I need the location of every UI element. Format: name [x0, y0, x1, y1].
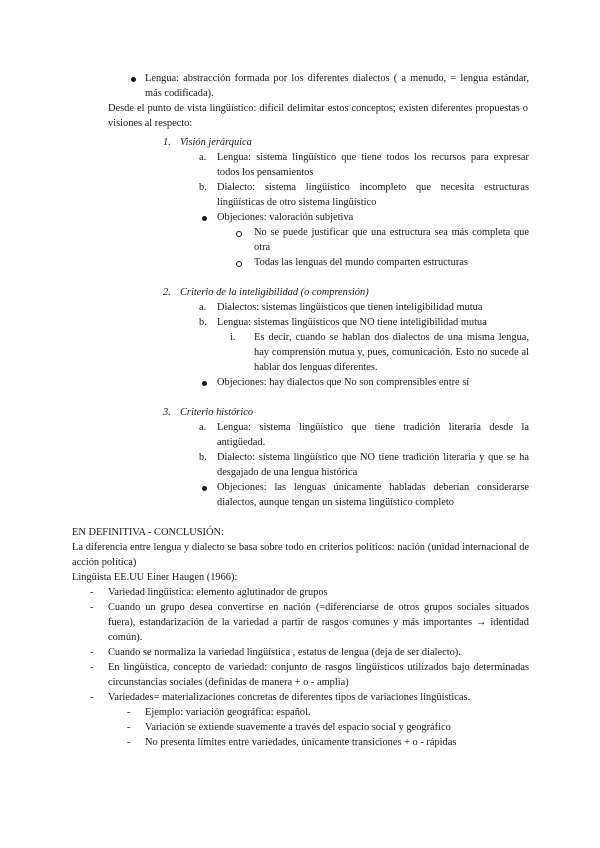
section-1-sub1: No se puede justificar que una estructura sea más completa que otra — [254, 227, 529, 253]
dash-marker: - — [127, 707, 131, 718]
section-1-a-marker: a. — [199, 152, 207, 163]
dash-item-4: En lingüística, concepto de variedad: conjunto de rasgos lingüísticos utilizados bajo determinadas circunstancias sociales (definidas de manera + o - amplia) — [108, 662, 529, 688]
bullet-circle — [236, 261, 242, 267]
section-3-b-marker: b. — [199, 452, 207, 463]
section-2-b: Lengua: sistemas lingüísticos que NO tiene inteligibilidad mutua — [217, 317, 487, 328]
section-3-a-marker: a. — [199, 422, 207, 433]
bullet-dot — [202, 486, 207, 491]
section-1-b-marker: b. — [199, 182, 207, 193]
dash-marker: - — [90, 692, 94, 703]
haugen-line: Lingüista EE.UU Einer Haugen (1966): — [72, 572, 238, 583]
bullet-dot — [131, 77, 136, 82]
bullet-circle — [236, 231, 242, 237]
section-1-title: Visión jerárquica — [180, 137, 252, 148]
paragraph-desde: Desde el punto de vista lingüístico: difícil delimitar estos conceptos; existen diferentes propuestas o visiones al respecto: — [108, 103, 528, 129]
section-2-objeciones: Objeciones: hay dialectos que No son comprensibles entre sí — [217, 377, 470, 388]
bullet-dot — [202, 381, 207, 386]
section-3-title: Criterio histórico — [180, 407, 254, 418]
dash-marker: - — [90, 602, 94, 613]
section-2-number: 2. — [163, 287, 171, 298]
dash-marker: - — [90, 662, 94, 673]
dash-item-3: Cuando se normaliza la variedad lingüística , estatus de lengua (deja de ser dialecto). — [108, 647, 461, 658]
dash-item-1: Variedad lingüística: elemento aglutinador de grupos — [108, 587, 328, 598]
section-1-sub2: Todas las lenguas del mundo comparten estructuras — [254, 257, 468, 268]
section-1-objeciones: Objeciones: valoración subjetiva — [217, 212, 354, 223]
section-2-b-marker: b. — [199, 317, 207, 328]
sub-dash-item-3: No presenta límites entre variedades, únicamente transiciones + o - rápidas — [145, 737, 457, 748]
section-3-a: Lengua: sistema lingüístico que tiene tradición literaria desde la antigüedad. — [217, 422, 529, 448]
dash-marker: - — [127, 722, 131, 733]
section-1-b: Dialecto: sistema lingüístico incompleto que necesita estructuras lingüísticas de otro sistema lingüístico — [217, 182, 529, 208]
conclusion-paragraph: La diferencia entre lengua y dialecto se basa sobre todo en criterios políticos: nación (unidad internacional de acción política) — [72, 542, 529, 568]
section-2-i: Es decir, cuando se hablan dos dialectos de una misma lengua, hay comprensión mutua y, pues, comunicación. Esto no sucede al hablar dos lenguas diferentes. — [254, 332, 529, 373]
dash-item-2: Cuando un grupo desea convertirse en nación (=diferenciarse de otros grupos sociales situados fuera), estandarización de la variedad a partir de rasgos comunes y más importantes → identidad común). — [108, 602, 529, 643]
section-3-number: 3. — [163, 407, 171, 418]
section-2-a: Dialectos: sistemas lingüísticos que tienen inteligibilidad mutua — [217, 302, 483, 313]
bullet-dot — [202, 216, 207, 221]
bullet-lengua: Lengua: abstracción formada por los diferentes dialectos ( a menudo, = lengua estándar, más codificada). — [145, 73, 529, 99]
sub-dash-item-2: Variación se extiende suavemente a través del espacio social y geográfico — [145, 722, 451, 733]
section-2-title: Criterio de la inteligibilidad (o comprensión) — [180, 287, 369, 298]
section-3-b: Dialecto: sistema lingüístico que NO tiene tradición literaria y que se ha desgajado de una lengua histórica — [217, 452, 529, 478]
dash-marker: - — [127, 737, 131, 748]
dash-marker: - — [90, 647, 94, 658]
dash-item-5: Variedades= materializaciones concretas de diferentes tipos de variaciones lingüísticas. — [108, 692, 471, 703]
section-3-objeciones: Objeciones: las lenguas únicamente habladas deberían considerarse dialectos, aunque tengan un sistema lingüístico completo — [217, 482, 529, 508]
dash-marker: - — [90, 587, 94, 598]
conclusion-heading: EN DEFINITIVA - CONCLUSIÓN: — [72, 527, 224, 538]
section-1-number: 1. — [163, 137, 171, 148]
section-2-i-marker: i. — [230, 332, 236, 343]
section-2-a-marker: a. — [199, 302, 207, 313]
sub-dash-item-1: Ejemplo: variación geográfica: español. — [145, 707, 311, 718]
section-1-a: Lengua: sistema lingüístico que tiene todos los recursos para expresar todos los pensamientos — [217, 152, 529, 178]
